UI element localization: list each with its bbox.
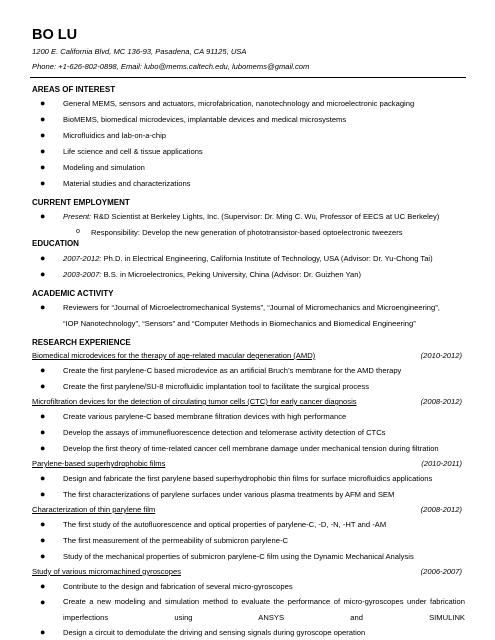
- project-item: Develop the assays of immunefluorescence detection and telomerase activity detection of CTCs: [63, 428, 386, 437]
- bullet-icon: ●: [40, 551, 46, 561]
- bullet-icon: ●: [40, 146, 46, 156]
- interest-item: Microfluidics and lab-on-a-chip: [63, 131, 166, 140]
- research-heading: RESEARCH EXPERIENCE: [32, 338, 131, 347]
- employment-item: [63, 212, 439, 221]
- project-title: Parylene-based superhydrophobic films: [32, 459, 166, 468]
- bullet-icon: ●: [40, 211, 46, 221]
- bullet-icon: ●: [40, 489, 46, 499]
- project-item: The first characterizations of parylene surfaces under various plasma treatments by AFM and SEM: [63, 490, 395, 499]
- contact-line: Phone: +1-626-802-0898, Email: lubo@mems.caltech.edu, lubomems@gmail.com: [32, 62, 310, 71]
- interest-item: Modeling and simulation: [63, 163, 145, 172]
- education-item: [63, 270, 361, 279]
- project-dates: (2010-2011): [421, 459, 462, 468]
- project-item: Design and fabricate the first parylene based superhydrophobic thin films for surface microfluidics applications: [63, 474, 433, 483]
- academic-line: Reviewers for “Journal of Microelectromechanical Systems”, “Journal of Micromechanics and Microengineering”,: [63, 303, 440, 312]
- employment-heading: CURRENT EMPLOYMENT: [32, 198, 130, 207]
- academic-line: “IOP Nanotechnology”, “Sensors” and “Computer Methods in Biomechanics and Biomedical Engineering”: [63, 319, 416, 328]
- bullet-icon: ●: [40, 253, 46, 263]
- project-title: Characterization of thin parylene film: [32, 505, 156, 514]
- academic-heading: ACADEMIC ACTIVITY: [32, 289, 114, 298]
- bullet-icon: ●: [40, 473, 46, 483]
- project-item: Create a new modeling and simulation method to evaluate the performance of micro-gyroscopes under fabrication imperfections using ANSYS and SIMULINK: [63, 597, 465, 622]
- project-dates: (2006-2007): [420, 567, 462, 576]
- project-title: Microfiltration devices for the detection of circulating tumor cells (CTC) for early cancer diagnosis: [32, 397, 357, 406]
- bullet-icon: ●: [40, 443, 46, 453]
- bullet-icon: ●: [40, 411, 46, 421]
- sub-bullet-icon: o: [76, 228, 80, 235]
- bullet-icon: ●: [40, 581, 46, 591]
- education-text: Ph.D. in Electrical Engineering, California Institute of Technology, USA (Advisor: Dr. Yu-Chong Tai): [103, 254, 433, 263]
- bullet-icon: ●: [40, 519, 46, 529]
- bullet-icon: ●: [40, 627, 46, 637]
- project-item: Create various parylene-C based membrane filtration devices with high performance: [63, 412, 347, 421]
- bullet-icon: ●: [40, 535, 46, 545]
- education-item: [63, 254, 433, 263]
- project-title: Study of various micromachined gyroscopes: [32, 567, 181, 576]
- project-dates: (2008-2012): [420, 397, 462, 406]
- project-item: Develop the first theory of time-related cancer cell membrane damage under mechanical tension during filtration: [63, 444, 439, 453]
- address-line: 1200 E. California Blvd, MC 136-93, Pasadena, CA 91125, USA: [32, 47, 247, 56]
- bullet-icon: ●: [40, 381, 46, 391]
- project-dates: (2008-2012): [420, 505, 462, 514]
- bullet-icon: ●: [40, 162, 46, 172]
- project-item: Create the first parylene-C based microdevice as an artificial Bruch’s membrane for the AMD therapy: [63, 366, 402, 375]
- bullet-icon: ●: [40, 269, 46, 279]
- bullet-icon: ●: [40, 98, 46, 108]
- interest-item: Material studies and characterizations: [63, 179, 191, 188]
- education-dates: 2007-2012:: [63, 254, 102, 263]
- education-heading: EDUCATION: [32, 239, 79, 248]
- project-item: The first measurement of the permeability of submicron parylene-C: [63, 536, 288, 545]
- project-item: The first study of the autofluorescence and optical properties of parylene-C, -D, -N, -HT and -AM: [63, 520, 387, 529]
- project-item: Design a circuit to demodulate the driving and sensing signals during gyroscope operation: [63, 628, 366, 637]
- project-item: Contribute to the design and fabrication of several micro-gyroscopes: [63, 582, 293, 591]
- project-dates: (2010-2012): [420, 351, 462, 360]
- bullet-icon: ●: [40, 427, 46, 437]
- project-item: Create the first parylene/SU-8 microfluidic implantation tool to facilitate the surgical process: [63, 382, 369, 391]
- employment-position: R&D Scientist at Berkeley Lights, Inc. (Supervisor: Dr. Ming C. Wu, Professor of EECS at UC Berkeley): [93, 212, 440, 221]
- header-divider: [30, 77, 466, 78]
- interest-item: BioMEMS, biomedical microdevices, implantable devices and medical microsystems: [63, 115, 347, 124]
- interest-item: General MEMS, sensors and actuators, microfabrication, nanotechnology and microelectronic packaging: [63, 99, 415, 108]
- employment-responsibility: Responsibility: Develop the new generation of phototransistor-based optoelectronic tweezers: [91, 228, 403, 237]
- bullet-icon: ●: [40, 365, 46, 375]
- bullet-icon: ●: [40, 178, 46, 188]
- bullet-icon: ●: [40, 302, 46, 312]
- education-dates: 2003-2007:: [63, 270, 102, 279]
- bullet-icon: ●: [40, 114, 46, 124]
- bullet-icon: ●: [40, 597, 46, 607]
- interest-item: Life science and cell & tissue applications: [63, 147, 203, 156]
- project-item: Study of the mechanical properties of submicron parylene-C film using the Dynamic Mechanical Analysis: [63, 552, 414, 561]
- interests-heading: AREAS OF INTEREST: [32, 85, 116, 94]
- education-text: B.S. in Microelectronics, Peking University, China (Advisor: Dr. Guizhen Yan): [103, 270, 362, 279]
- employment-present-label: Present:: [63, 212, 92, 221]
- project-title: Biomedical microdevices for the therapy of age-related macular degeneration (AMD): [32, 351, 316, 360]
- resume-name: BO LU: [32, 27, 78, 43]
- bullet-icon: ●: [40, 130, 46, 140]
